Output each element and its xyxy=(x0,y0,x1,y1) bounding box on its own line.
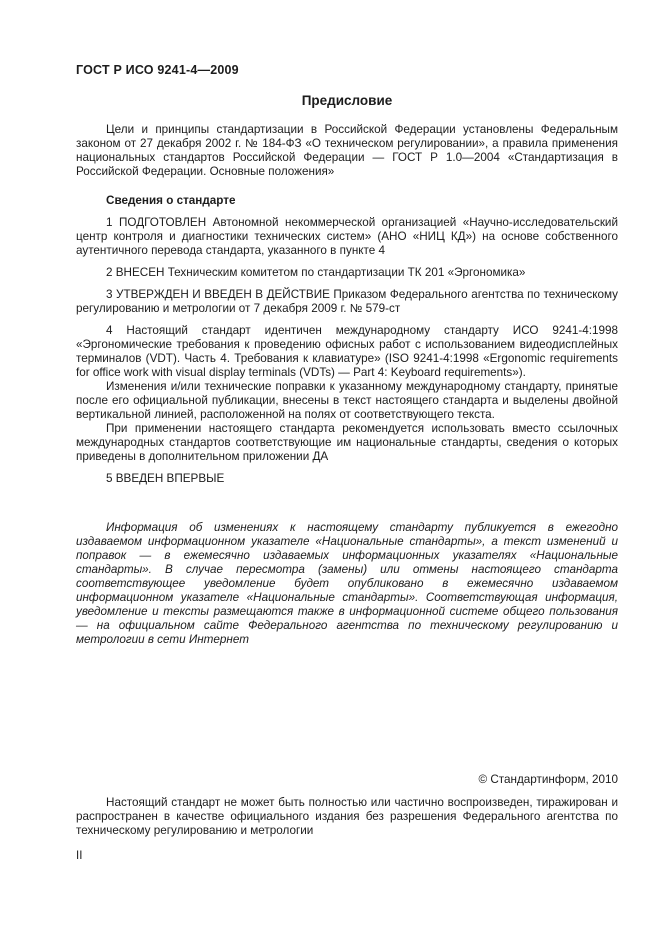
clause-2-submitted: 2 ВНЕСЕН Техническим комитетом по стандартизации ТК 201 «Эргономика» xyxy=(106,266,526,279)
page-footer-block xyxy=(76,773,618,863)
page-title: Предисловие xyxy=(301,93,393,108)
clause-4-amendments: Изменения и/или технические поправки к указанному международному стандарту, принятые после его официальной публикации, внесены в текст настоящего стандарта и выделены двойной вертикальной линией, расположенной на полях от соответствующего текста. xyxy=(76,380,618,421)
clause-4-references: При применении настоящего стандарта рекомендуется использовать вместо ссылочных международных стандартов соответствующие им национальные стандарты, сведения о которых приведены в дополнительном приложении ДА xyxy=(76,422,618,463)
reproduction-restriction: Настоящий стандарт не может быть полностью или частично воспроизведен, тиражирован и распространен в качестве официального издания без разрешения Федерального агентства по техническому регулированию и метрологии xyxy=(76,796,618,837)
intro-paragraph: Цели и принципы стандартизации в Российской Федерации установлены Федеральным законом от 27 декабря 2002 г. № 184-ФЗ «О техническом регулировании», а правила применения национальных стандартов Российской Федерации — ГОСТ Р 1.0—2004 «Стандартизация в Российской Федерации. Основные положения» xyxy=(76,123,618,178)
clause-4-identity: 4 Настоящий стандарт идентичен международному стандарту ИСО 9241-4:1998 «Эргономические требования к проведению офисных работ с использованием видеодисплейных терминалов (VDT). Часть 4. Требования к клавиатуре» (ISO 9241-4:1998 «Ergonomic requirements for office work with visual display terminals (VDTs) — Part 4: Keyboard requirements»). xyxy=(76,324,618,379)
doc-code: ГОСТ Р ИСО 9241-4—2009 xyxy=(76,63,239,77)
page-content xyxy=(76,0,618,647)
clause-5-first-time: 5 ВВЕДЕН ВПЕРВЫЕ xyxy=(106,472,225,485)
standard-info-heading: Сведения о стандарте xyxy=(106,194,236,207)
copyright-line: © Стандартинформ, 2010 xyxy=(478,773,618,786)
clause-3-approved: 3 УТВЕРЖДЕН И ВВЕДЕН В ДЕЙСТВИЕ Приказом Федерального агентства по техническому регулированию и метрологии от 7 декабря 2009 г. № 579-ст xyxy=(76,288,618,315)
amendments-notice: Информация об изменениях к настоящему стандарту публикуется в ежегодно издаваемом информационном указателе «Национальные стандарты», а текст изменений и поправок — в ежемесячно издаваемых информационных указателях «Национальные стандарты». В случае пересмотра (замены) или отмены настоящего стандарта соответствующее уведомление будет опубликовано в ежемесячно издаваемом информационном указателе «Национальные стандарты». Соответствующая информация, уведомление и тексты размещаются также в информационной системе общего пользования — на официальном сайте Федерального агентства по техническому регулированию и метрологии в сети Интернет xyxy=(76,521,618,646)
page-number: II xyxy=(76,850,83,862)
clause-1-prepared: 1 ПОДГОТОВЛЕН Автономной некоммерческой организацией «Научно-исследовательский центр контроля и диагностики технических систем» (АНО «НИЦ КД») на основе собственного аутентичного перевода стандарта, указанного в пункте 4 xyxy=(76,216,618,257)
